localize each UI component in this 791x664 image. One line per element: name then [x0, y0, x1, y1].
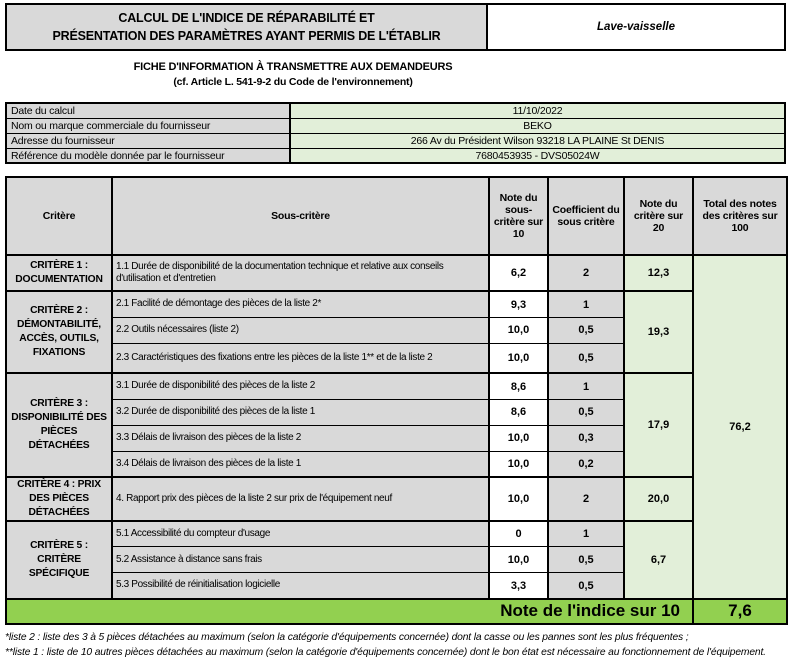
- supplier-info-table: [5, 102, 786, 164]
- document-title-line1: CALCUL DE L'INDICE DE RÉPARABILITÉ ET: [118, 11, 375, 25]
- document-title-line2: PRÉSENTATION DES PARAMÈTRES AYANT PERMIS DE L'ÉTABLIR: [52, 29, 441, 44]
- criteria-table-header-row: [6, 177, 787, 255]
- footnotes: [5, 630, 786, 661]
- info-label-brand: Nom ou marque commerciale du fournisseur: [6, 118, 290, 133]
- note20-criterion-5: 6,7: [624, 521, 693, 599]
- note10-3-2: 8,6: [489, 399, 548, 425]
- note10-3-1: 8,6: [489, 373, 548, 399]
- document-title-box: [5, 3, 488, 51]
- note20-criterion-3: 17,9: [624, 373, 693, 477]
- note10-5-3: 3,3: [489, 573, 548, 599]
- criterion-3-label: CRITÈRE 3 : DISPONIBILITÉ DES PIÈCES DÉTACHÉES: [6, 373, 112, 477]
- info-value-date: 11/10/2022: [290, 103, 785, 118]
- subcriterion-1-1-text: 1.1 Durée de disponibilité de la documentation technique et relative aux conseils d'utilisation et d'entretien: [112, 255, 489, 291]
- note10-1-1: 6,2: [489, 255, 548, 291]
- document-subtitle: [5, 61, 581, 88]
- note10-3-3: 10,0: [489, 425, 548, 451]
- subcriterion-2-3-text: 2.3 Caractéristiques des fixations entre les pièces de la liste 1** et de la liste 2: [112, 343, 489, 373]
- subcriterion-5-1-text: 5.1 Accessibilité du compteur d'usage: [112, 521, 489, 547]
- row-3-1: [6, 373, 787, 399]
- note10-4: 10,0: [489, 477, 548, 521]
- criterion-2-label: CRITÈRE 2 : DÉMONTABILITÉ, ACCÈS, OUTILS, FIXATIONS: [6, 291, 112, 373]
- footnote-liste-1: **liste 1 : liste de 10 autres pièces détachées au maximum (selon la catégorie d'équipements concernée) dont le bon état est nécessaire au fonctionnement de l'équipement.: [5, 647, 766, 659]
- subcriterion-3-3-text: 3.3 Délais de livraison des pièces de la liste 2: [112, 425, 489, 451]
- criterion-4-label: CRITÈRE 4 : PRIX DES PIÈCES DÉTACHÉES: [6, 477, 112, 521]
- col-header-coefficient: Coefficient du sous critère: [548, 177, 624, 255]
- coeff-2-2: 0,5: [548, 317, 624, 343]
- subcriterion-2-1-text: 2.1 Facilité de démontage des pièces de la liste 2*: [112, 291, 489, 317]
- note20-criterion-2: 19,3: [624, 291, 693, 373]
- coeff-2-1: 1: [548, 291, 624, 317]
- note20-criterion-1: 12,3: [624, 255, 693, 291]
- info-value-address: 266 Av du Président Wilson 93218 LA PLAINE St DENIS: [290, 133, 785, 148]
- col-header-note-critere: Note du critère sur 20: [624, 177, 693, 255]
- note10-2-1: 9,3: [489, 291, 548, 317]
- row-5-1: [6, 521, 787, 547]
- coeff-5-1: 1: [548, 521, 624, 547]
- product-category-box: [488, 3, 786, 51]
- info-row-model-ref: [6, 148, 785, 163]
- product-category-label: Lave-vaisselle: [596, 21, 675, 34]
- coeff-3-4: 0,2: [548, 451, 624, 477]
- note10-3-4: 10,0: [489, 451, 548, 477]
- row-2-1: [6, 291, 787, 317]
- subcriterion-3-1-text: 3.1 Durée de disponibilité des pièces de la liste 2: [112, 373, 489, 399]
- coeff-5-3: 0,5: [548, 573, 624, 599]
- final-index-value: 7,6: [693, 599, 787, 624]
- coeff-2-3: 0,5: [548, 343, 624, 373]
- subcriterion-3-4-text: 3.4 Délais de livraison des pièces de la liste 1: [112, 451, 489, 477]
- info-label-date: Date du calcul: [6, 103, 290, 118]
- info-label-address: Adresse du fournisseur: [6, 133, 290, 148]
- coeff-3-2: 0,5: [548, 399, 624, 425]
- coeff-3-3: 0,3: [548, 425, 624, 451]
- coeff-3-1: 1: [548, 373, 624, 399]
- subcriterion-5-3-text: 5.3 Possibilité de réinitialisation logicielle: [112, 573, 489, 599]
- note10-5-2: 10,0: [489, 547, 548, 573]
- criteria-table: [5, 176, 788, 625]
- final-index-row: [6, 599, 787, 624]
- subcriterion-2-2-text: 2.2 Outils nécessaires (liste 2): [112, 317, 489, 343]
- info-row-address: [6, 133, 785, 148]
- col-header-sous-critere: Sous-critère: [112, 177, 489, 255]
- note10-2-3: 10,0: [489, 343, 548, 373]
- coeff-4: 2: [548, 477, 624, 521]
- col-header-total: Total des notes des critères sur 100: [693, 177, 787, 255]
- note10-5-1: 0: [489, 521, 548, 547]
- total-notes-100: 76,2: [693, 255, 787, 599]
- subtitle-line1: FICHE D'INFORMATION À TRANSMETTRE AUX DEMANDEURS: [133, 61, 453, 74]
- info-row-brand: [6, 118, 785, 133]
- subtitle-line2: (cf. Article L. 541-9-2 du Code de l'environnement): [173, 76, 413, 89]
- note10-2-2: 10,0: [489, 317, 548, 343]
- criterion-1-label: CRITÈRE 1 : DOCUMENTATION: [6, 255, 112, 291]
- col-header-note-sous-critere: Note du sous-critère sur 10: [489, 177, 548, 255]
- subcriterion-3-2-text: 3.2 Durée de disponibilité des pièces de la liste 1: [112, 399, 489, 425]
- criterion-5-label: CRITÈRE 5 : CRITÈRE SPÉCIFIQUE: [6, 521, 112, 599]
- document-header: [5, 3, 786, 51]
- coeff-1-1: 2: [548, 255, 624, 291]
- info-row-date: [6, 103, 785, 118]
- info-value-model-ref: 7680453935 - DVS05024W: [290, 148, 785, 163]
- info-label-model-ref: Référence du modèle donnée par le fournisseur: [6, 148, 290, 163]
- footnote-liste-2: *liste 2 : liste des 3 à 5 pièces détachées au maximum (selon la catégorie d'équipements concernée) dont la casse ou les pannes sont les plus fréquentes ;: [5, 631, 689, 643]
- col-header-critere: Critère: [6, 177, 112, 255]
- subcriterion-4-text: 4. Rapport prix des pièces de la liste 2 sur prix de l'équipement neuf: [112, 477, 489, 521]
- final-index-label: Note de l'indice sur 10: [6, 599, 693, 624]
- coeff-5-2: 0,5: [548, 547, 624, 573]
- row-1-1: [6, 255, 787, 291]
- info-value-brand: BEKO: [290, 118, 785, 133]
- note20-criterion-4: 20,0: [624, 477, 693, 521]
- row-4: [6, 477, 787, 521]
- subcriterion-5-2-text: 5.2 Assistance à distance sans frais: [112, 547, 489, 573]
